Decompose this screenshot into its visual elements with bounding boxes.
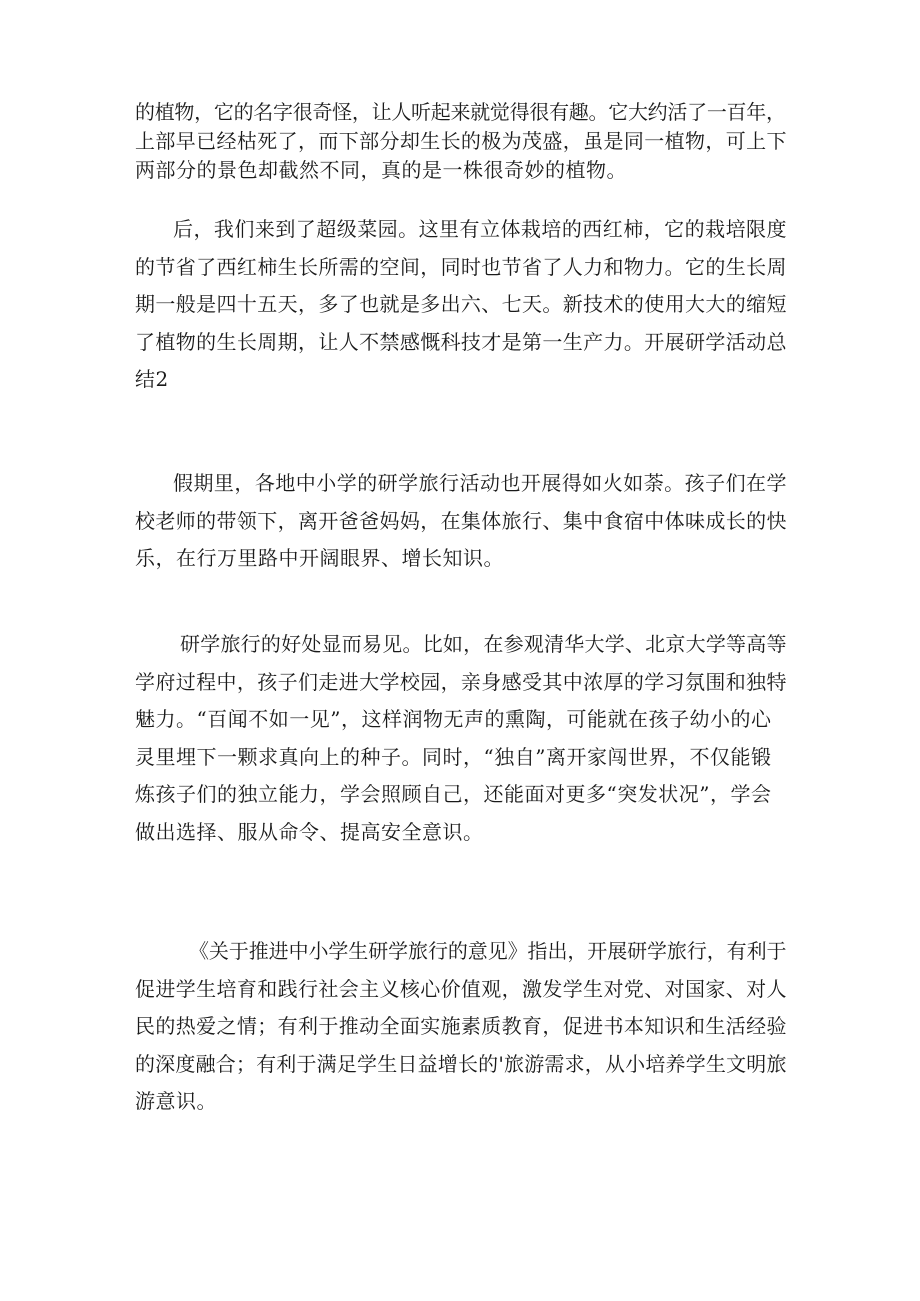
text-line: 促进学生培育和践行社会主义核心价值观，激发学生对党、对国家、对人 (135, 976, 787, 1001)
text-line: 的植物，它的名字很奇怪，让人听起来就觉得很有趣。它大约活了一百年， (135, 100, 786, 124)
text-line: 的深度融合；有利于满足学生日益增长的'旅游需求，从小培养学生文明旅 (135, 1051, 787, 1076)
text-line: 两部分的景色却截然不同，真的是一株很奇妙的植物。 (135, 158, 627, 182)
text-line: 学府过程中，孩子们走进大学校园，亲身感受其中浓厚的学习氛围和独特 (135, 669, 787, 694)
text-line: 结2 (135, 367, 169, 391)
text-line: 民的热爱之情；有利于推动全面实施素质教育，促进书本知识和生活经验 (135, 1014, 787, 1038)
text-line: 校老师的带领下，离开爸爸妈妈，在集体旅行、集中食宿中体味成长的快 (135, 508, 787, 533)
paragraph-plant-description (135, 98, 787, 185)
paragraph-holiday-study-tour (135, 465, 787, 578)
paragraph-study-tour-benefits (135, 626, 787, 851)
text-line: 期一般是四十五天，多了也就是多出六、七天。新技术的使用大大的缩短 (135, 292, 787, 316)
text-line: 后，我们来到了超级菜园。这里有立体栽培的西红柿，它的栽培限度 (173, 217, 787, 241)
text-line: 做出选择、服从命令、提高安全意识。 (135, 819, 484, 844)
text-line: 游意识。 (135, 1089, 217, 1113)
text-line: 灵里埋下一颗求真向上的种子。同时，“独自”离开家闯世界，不仅能锻 (135, 744, 772, 769)
text-line: 《关于推进中小学生研学旅行的意见》指出，开展研学旅行，有利于 (189, 939, 787, 963)
text-line: 研学旅行的好处显而易见。比如，在参观清华大学、北京大学等高等 (180, 632, 787, 656)
text-line: 炼孩子们的独立能力，学会照顾自己，还能面对更多“突发状况”，学会 (135, 782, 772, 806)
text-line: 的节省了西红柿生长所需的空间，同时也节省了人力和物力。它的生长周 (135, 254, 787, 279)
text-line: 上部早已经枯死了，而下部分却生长的极为茂盛，虽是同一植物，可上下 (135, 129, 787, 153)
text-line: 假期里，各地中小学的研学旅行活动也开展得如火如荼。孩子们在学 (173, 471, 787, 495)
text-line: 了植物的生长周期，让人不禁感慨科技才是第一生产力。开展研学活动总 (135, 329, 787, 354)
text-line: 乐，在行万里路中开阔眼界、增长知识。 (135, 546, 504, 570)
paragraph-super-garden (135, 211, 787, 399)
text-line: 魅力。“百闻不如一见”，这样润物无声的熏陶，可能就在孩子幼小的心 (135, 707, 772, 731)
paragraph-policy-opinion (135, 933, 787, 1121)
